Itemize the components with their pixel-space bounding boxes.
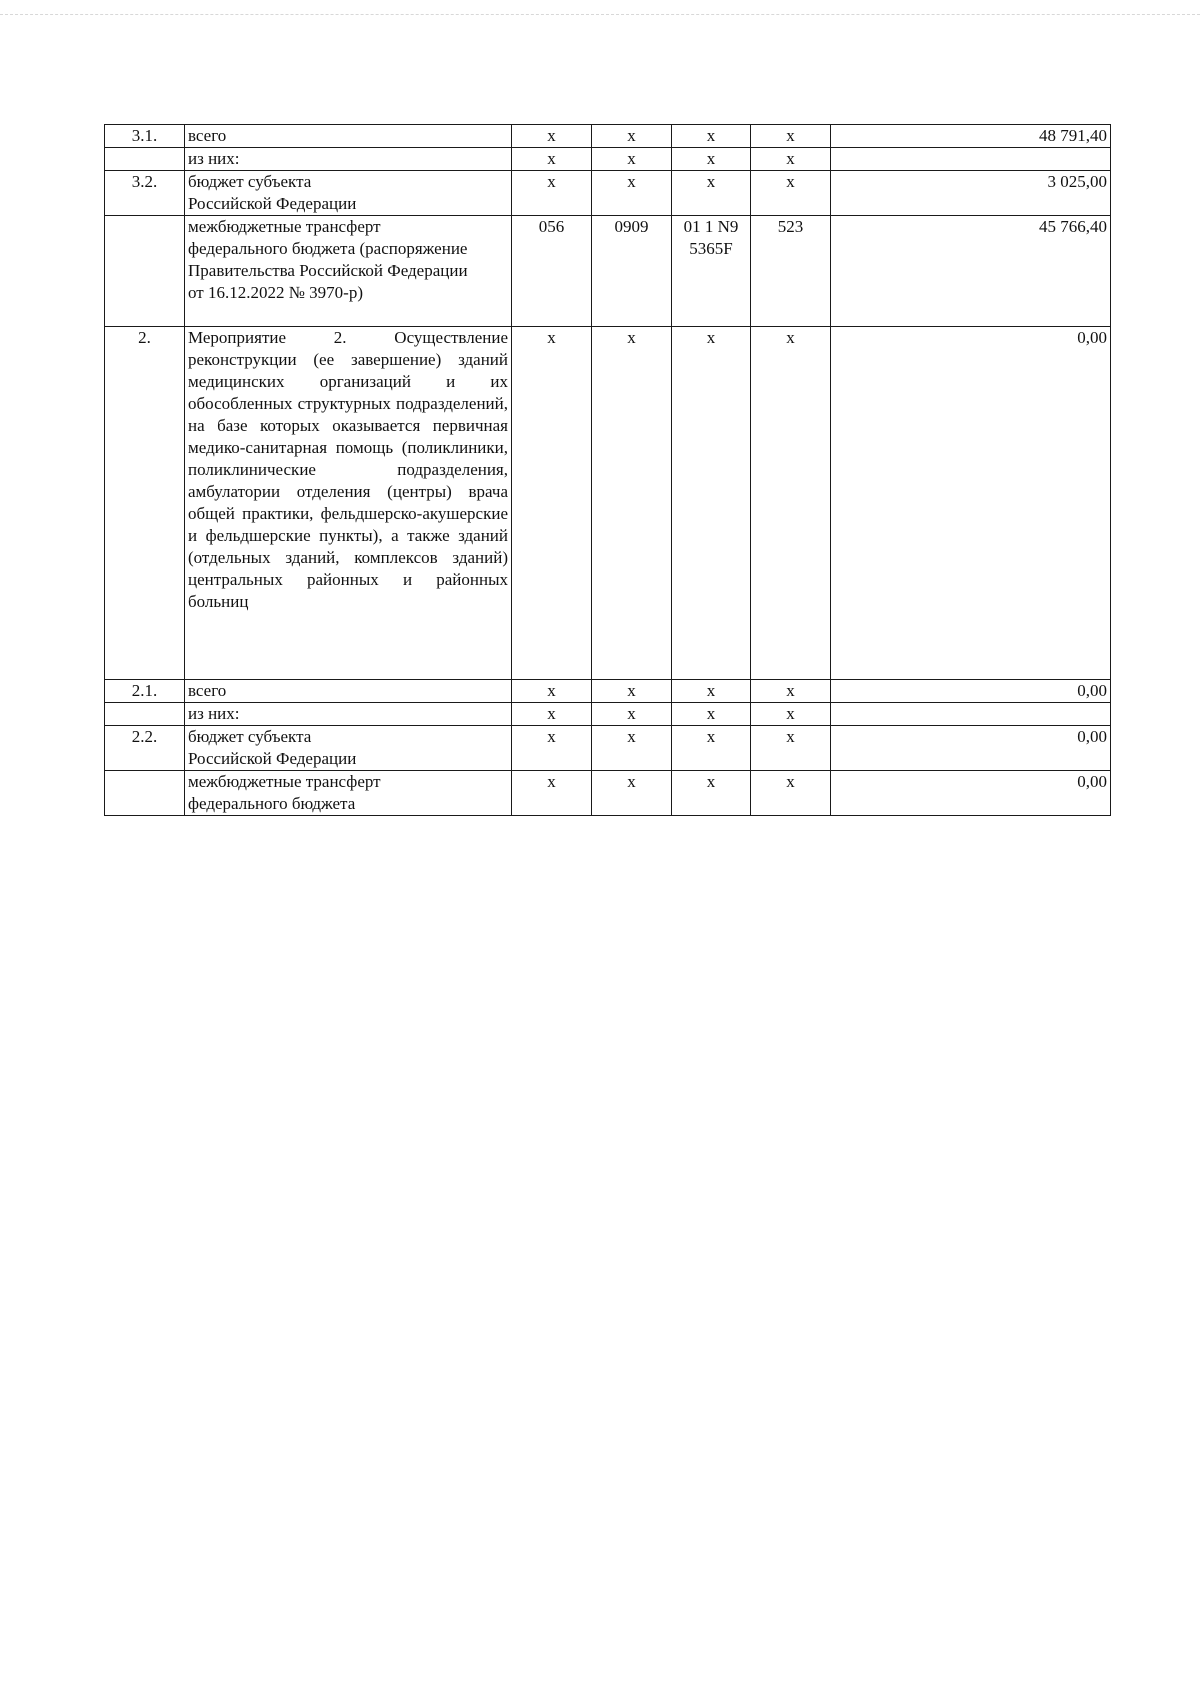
row-number: 3.1. [105, 125, 185, 148]
col-3-cell: x [672, 125, 751, 148]
row-description: межбюджетные трансферт федерального бюджета (распоряжение Правительства Российской Федерации от 16.12.2022 № 3970-р) [185, 216, 512, 327]
row-description: бюджет субъекта Российской Федерации [185, 171, 512, 216]
table-row-of-which [105, 703, 1111, 726]
table-row-federal-transfer-2 [105, 771, 1111, 816]
amount-cell: 0,00 [831, 726, 1111, 771]
row-number [105, 148, 185, 171]
col-2-cell: 0909 [592, 216, 672, 327]
col-3-cell: x [672, 171, 751, 216]
col-4-cell: 523 [751, 216, 831, 327]
col-4-cell: x [751, 327, 831, 680]
col-3-cell: x [672, 703, 751, 726]
col-2-cell: x [592, 726, 672, 771]
col-1-cell: x [512, 680, 592, 703]
amount-cell [831, 703, 1111, 726]
col-2-cell: x [592, 125, 672, 148]
col-3-cell: x [672, 680, 751, 703]
amount-cell: 0,00 [831, 327, 1111, 680]
col-1-cell: 056 [512, 216, 592, 327]
row-number: 2.1. [105, 680, 185, 703]
col-1-cell: x [512, 125, 592, 148]
col-2-cell: x [592, 771, 672, 816]
row-number [105, 703, 185, 726]
col-2-cell: x [592, 148, 672, 171]
col-4-cell: x [751, 726, 831, 771]
budget-table [104, 124, 1111, 816]
col-1-cell: x [512, 703, 592, 726]
col-4-cell: x [751, 125, 831, 148]
row-description: всего [185, 680, 512, 703]
col-4-cell: x [751, 771, 831, 816]
col-4-cell: x [751, 703, 831, 726]
row-number [105, 771, 185, 816]
amount-cell: 0,00 [831, 680, 1111, 703]
col-2-cell: x [592, 680, 672, 703]
table-row-2-2 [105, 726, 1111, 771]
row-description: межбюджетные трансферт федерального бюджета [185, 771, 512, 816]
row-description: бюджет субъекта Российской Федерации [185, 726, 512, 771]
col-3-cell: x [672, 148, 751, 171]
table-row-2-1 [105, 680, 1111, 703]
col-1-cell: x [512, 771, 592, 816]
table-row-event-2 [105, 327, 1111, 680]
row-description: всего [185, 125, 512, 148]
col-2-cell: x [592, 171, 672, 216]
row-number [105, 216, 185, 327]
col-3-cell: 01 1 N9 5365F [672, 216, 751, 327]
amount-cell [831, 148, 1111, 171]
amount-cell: 0,00 [831, 771, 1111, 816]
col-4-cell: x [751, 171, 831, 216]
amount-cell: 45 766,40 [831, 216, 1111, 327]
table-row-3-1 [105, 125, 1111, 148]
amount-cell: 3 025,00 [831, 171, 1111, 216]
scan-edge-line [0, 14, 1200, 15]
col-1-cell: x [512, 148, 592, 171]
row-number: 2.2. [105, 726, 185, 771]
amount-cell: 48 791,40 [831, 125, 1111, 148]
col-1-cell: x [512, 327, 592, 680]
row-description: из них: [185, 703, 512, 726]
col-3-cell: x [672, 726, 751, 771]
col-1-cell: x [512, 171, 592, 216]
row-description: Мероприятие 2. Осуществление реконструкции (ее завершение) зданий медицинских организаций и их обособленных структурных подразделений, на базе которых оказывается первичная медико-санитарная помощь (поликлиники, поликлинические подразделения, амбулатории отделения (центры) врача общей практики, фельдшерско-акушерские и фельдшерские пункты), а также зданий (отдельных зданий, комплексов зданий) центральных районных и районных больниц [185, 327, 512, 680]
row-number: 3.2. [105, 171, 185, 216]
table-row-3-2 [105, 171, 1111, 216]
row-number: 2. [105, 327, 185, 680]
col-2-cell: x [592, 327, 672, 680]
col-4-cell: x [751, 680, 831, 703]
col-1-cell: x [512, 726, 592, 771]
table-row-of-which [105, 148, 1111, 171]
col-3-cell: x [672, 771, 751, 816]
col-3-cell: x [672, 327, 751, 680]
col-2-cell: x [592, 703, 672, 726]
table-row-federal-transfer [105, 216, 1111, 327]
col-4-cell: x [751, 148, 831, 171]
row-description: из них: [185, 148, 512, 171]
